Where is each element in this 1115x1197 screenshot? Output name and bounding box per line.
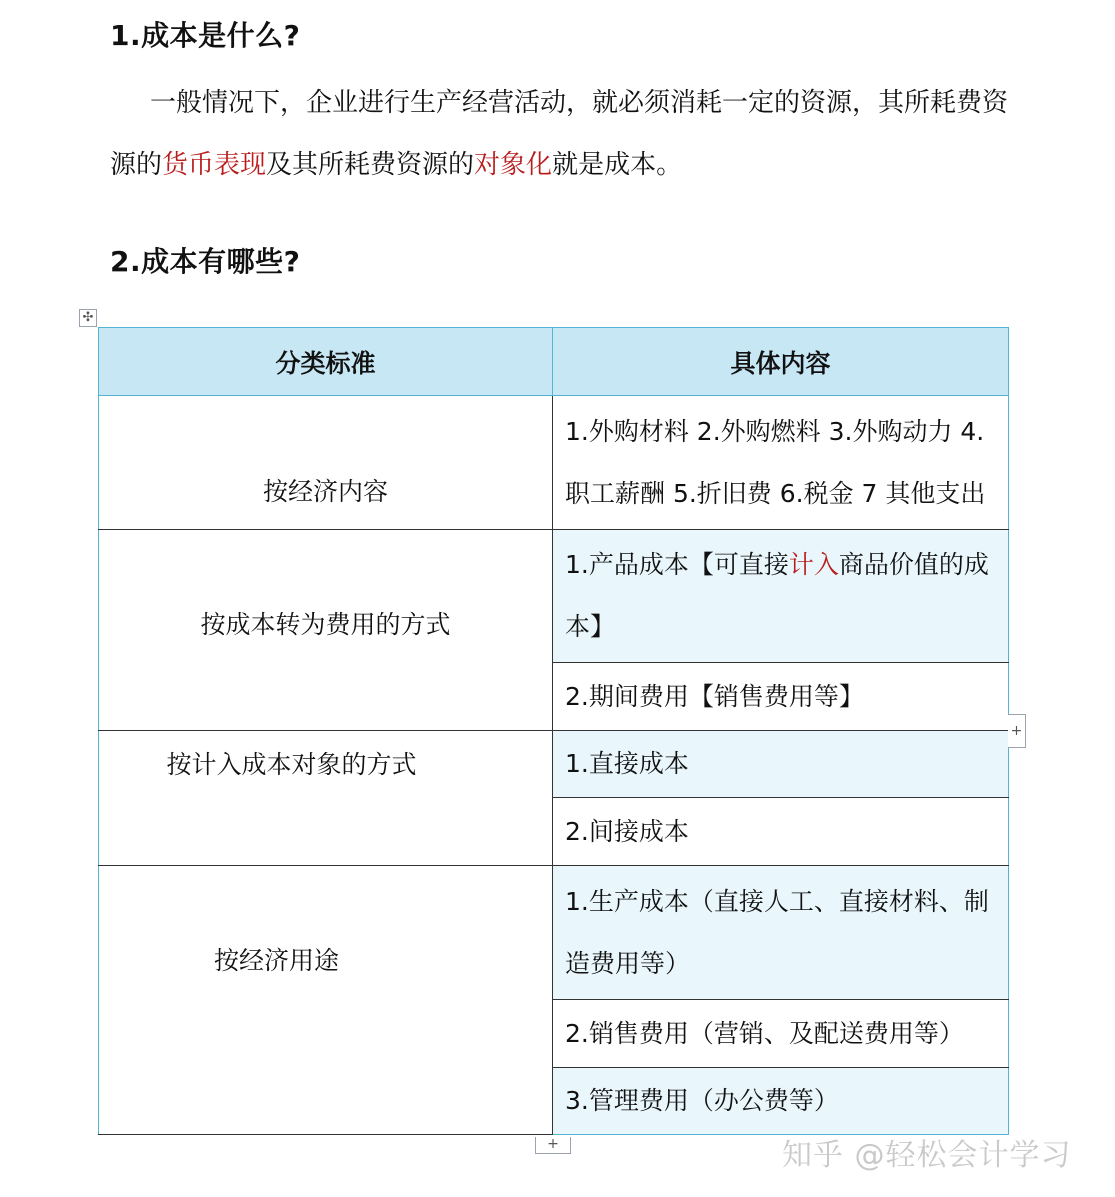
category-label: 按经济用途 [213,946,339,975]
content-text: 1.生产成本（直接人工、直接材料、制造费用等） [565,886,989,978]
header-content: 具体内容 [553,328,1009,396]
content-cell [553,663,1009,731]
section-2-title: 2.成本有哪些? [110,245,301,278]
section-1-paragraph [110,72,1010,196]
para-text-3: 就是成本。 [552,150,683,180]
content-text: 3.管理费用（办公费等） [565,1086,839,1115]
category-cell [99,731,553,866]
para-highlight-2: 对象化 [474,150,553,180]
table-header-row [99,328,1009,396]
para-text-2: 及其所耗费资源的 [266,150,475,180]
add-column-button[interactable]: + [1008,714,1026,748]
content-highlight: 计入 [788,550,839,579]
content-text: 1.外购材料 2.外购燃料 3.外购动力 4.职工薪酬 5.折旧费 6.税金 7 其他支出 [565,416,986,508]
cost-classification-table [98,327,1008,1135]
category-label: 按经济内容 [262,477,388,506]
content-cell [553,396,1009,530]
table-row [99,530,1009,663]
para-text-1: 一般情况下，企业进行生产经营活动，就必须消耗一定的资源，其所耗费资源的 [110,88,1009,180]
content-text: 2.间接成本 [565,816,689,846]
watermark: 知乎 @轻松会计学习 [782,1138,1072,1173]
header-category: 分类标准 [99,328,553,396]
category-label: 按计入成本对象的方式 [166,750,417,779]
content-text: 2.销售费用（营销、及配送费用等） [565,1018,964,1048]
content-cell [553,1068,1009,1135]
add-row-button[interactable]: + [535,1137,571,1154]
section-1-title: 1.成本是什么? [110,19,301,52]
category-label: 按成本转为费用的方式 [200,610,451,639]
table-row [99,396,1009,530]
content-text: 商品价值的成本】 [565,550,989,641]
category-cell [99,396,553,530]
table-row [99,731,1009,798]
content-cell [553,1000,1009,1068]
category-cell [99,866,553,1135]
content-cell [553,798,1009,866]
category-cell [99,530,553,731]
content-cell [553,530,1009,663]
content-text: 1.产品成本【可直接 [565,550,789,579]
content-text: 1.直接成本 [565,749,689,778]
content-cell [553,731,1009,798]
table-row [99,866,1009,1000]
content-cell [553,866,1009,1000]
table-move-handle-icon[interactable]: ✣ [79,309,97,327]
content-text: 2.期间费用【销售费用等】 [565,681,864,711]
para-highlight-1: 货币表现 [162,150,267,180]
